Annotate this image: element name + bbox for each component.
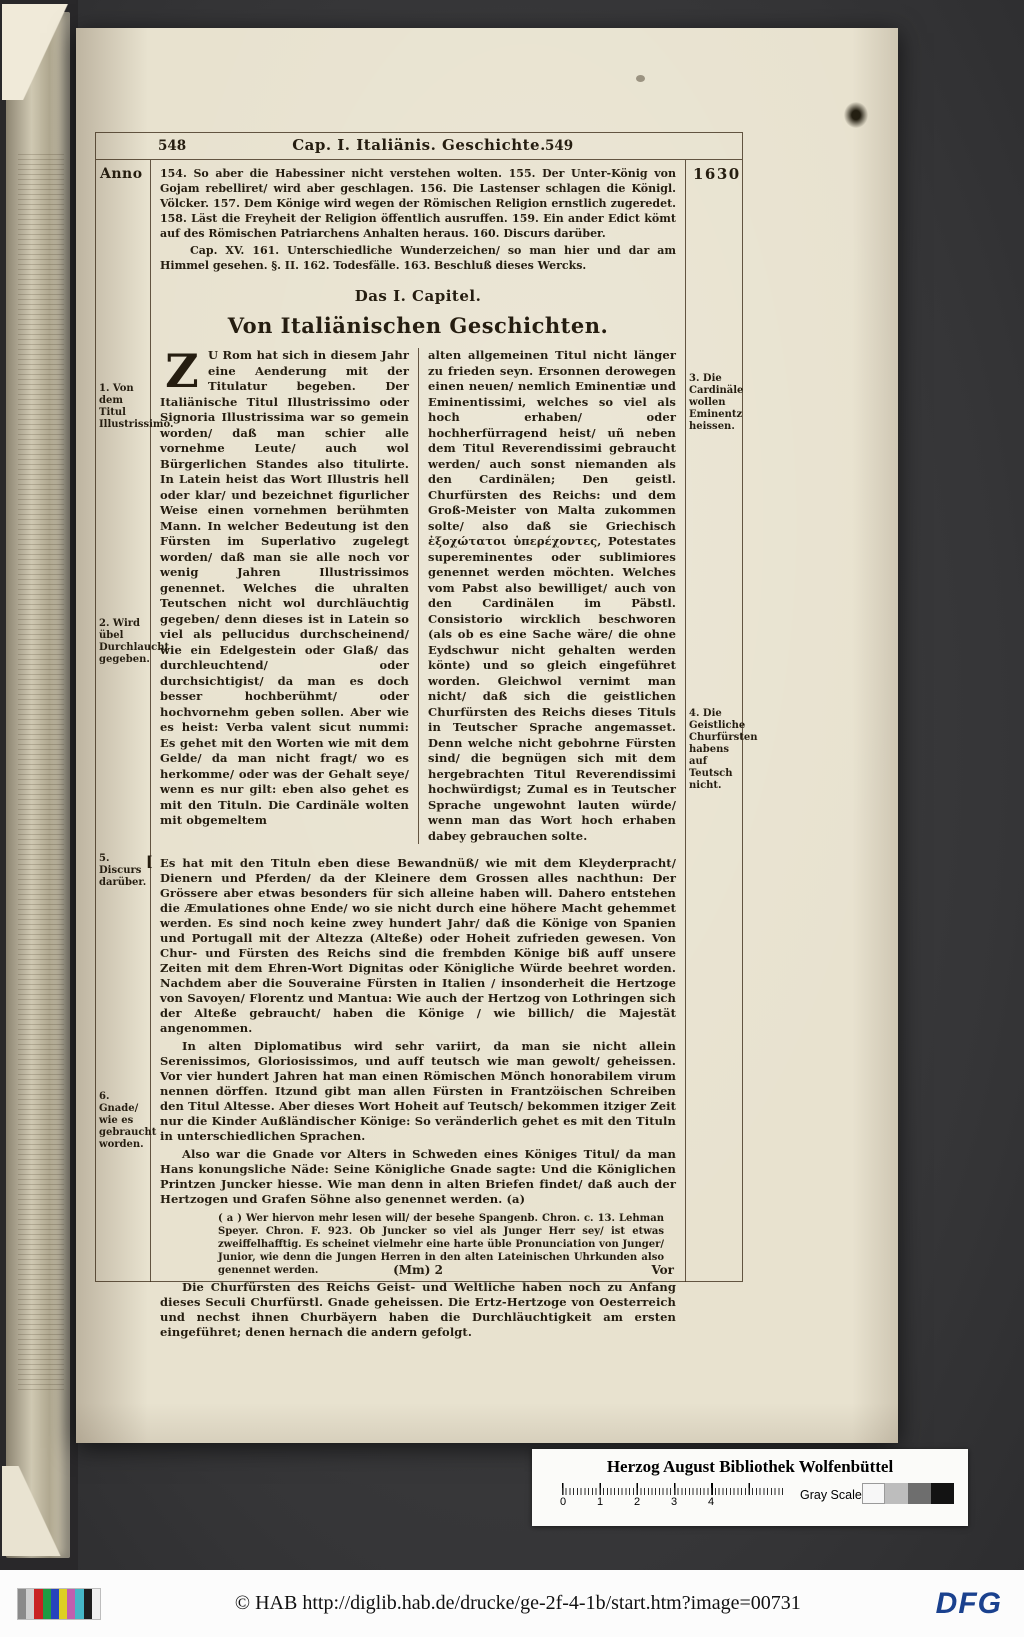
running-header [96,133,742,160]
color-stripe [84,1589,92,1619]
color-stripe [34,1589,42,1619]
main-text-column [146,160,685,1339]
book-page [76,28,898,1443]
ruler-number: 2 [633,1496,641,1508]
ruler-number: 3 [670,1496,678,1508]
catchword: Vor [651,1263,674,1277]
color-stripe [67,1589,75,1619]
library-label-card [532,1449,968,1526]
running-title: Cap. I. Italiänis. Geschichte. [292,136,546,154]
grayscale-patch [931,1483,954,1504]
section-paragraph-2: In alten Diplomatibus wird sehr variirt, da man sie nicht allein Serenissimos, Gloriosissimos, und auff teutsch wie man gewolt/ geheissen. Vor vier hundert Jahren hat man einen Römischen Mönch honorabilem virum nennen dörffen. Itzund gibt man allen Fürsten in Frantzöischen Schreiben den Titul Altesse. Aber dieses Wort Hoheit auf Teutsch/ bekommen itziger Zeit nur die Kinder Außländischer Könige: So veränderlich gehet es mit den Tituln in unterschiedlichen Sprachen. [160,1039,676,1143]
margin-note: 2. Wird übel Durchlaucht gegeben. [99,618,170,665]
margin-note: 1. Von dem Titul Illustrissimo. [99,383,174,430]
chapter-title: Von Italiänischen Geschichten. [227,313,609,338]
library-name: Herzog August Bibliothek Wolfenbüttel [606,1457,894,1476]
ruler-number: 0 [559,1496,567,1508]
fanned-pages-top [2,4,76,100]
grayscale-patch [862,1483,885,1504]
ruler-number: 1 [596,1496,604,1508]
signature-row [160,1263,676,1279]
section-paragraph-3: Also war die Gnade vor Alters in Schweden eines Königes Titul/ da man Hans konungsliche Näde: Seine Königliche Gnade sagte: Und die Königlichen Printzen Juncker hiesse. Wie man denn in alten Briefen findet/ daß auch der Hertzogen und Grafen Söhne also genennet werden. (a) [160,1147,676,1206]
closing-paragraph: Die Churfürsten des Reichs Geist- und Weltliche haben noch zu Anfang dieses Seculi Churfürstl. Gnade geheissen. Die Ertz-Hertzoge von Oesterreich und nechst ihnen Churbäyern haben die Durchläuchtigkeit am ersten eingeführet; denen hernach die andern gefolgt. [160,1280,676,1339]
calibration-row [532,1480,968,1516]
gathering-signature: (Mm) 2 [393,1263,443,1277]
cm-ruler [559,1483,786,1510]
color-stripe [18,1589,26,1619]
color-stripe [51,1589,59,1619]
grayscale-patch [908,1483,931,1504]
footnote: ( a ) Wer hiervon mehr lesen will/ der besehe Spangenb. Chron. c. 13. Lehman Speyer. Chron. F. 923. Ob Juncker so viel als Junger Herr sey/ ist etwas zweiffelhafftig. Es scheinet vielmehr eine harte üble Pronunciation von Junger/ Junior, wie denn die Jungen Herren in den alten Lateinischen Uhrkunden also genennet werden. [218,1213,664,1276]
margin-note: 3. Die Cardinäle wollen Eminentz heissen. [689,373,744,432]
ruler-numbers [559,1495,786,1510]
color-calibration-strip [18,1589,100,1619]
year-label: 1630 [693,165,741,183]
grayscale-patch [885,1483,908,1504]
gray-scale-label: Gray Scale [800,1488,862,1502]
left-margin-column [96,160,174,1282]
ink-stain [844,102,868,128]
left-text-column [160,344,418,844]
anno-label: Anno [100,166,143,182]
color-stripe [26,1589,34,1619]
index-summary-2: Cap. XV. 161. Unterschiedliche Wunderzeichen/ so man hier und dar am Himmel gesehen. §. II. 162. Todesfälle. 163. Beschluß dieses Wercks. [160,244,676,272]
index-summary-1: 154. So aber die Habessiner nicht verstehen wolten. 155. Der Unter-König von Gojam rebelliret/ wird aber geschlagen. 156. Die Lastenser schlagen die Königl. Völcker. 157. Dem Könige wird wegen der Römischen Religion ernstlich zugeredet. 158. Läst die Freyheit der Religion öffentlich ausruffen. 159. Ein ander Edict kömt auf des Römischen Patriarchens Anhalten heraus. 160. Discurs darüber. [160,167,676,240]
fanned-pages-bottom [2,1466,76,1556]
section-bracket: [ [146,854,153,870]
frame-body [96,160,758,1339]
paper-speck [636,75,645,82]
color-stripe [43,1589,51,1619]
section-paragraph-1: Es hat mit den Tituln eben diese Bewandnüß/ wie mit dem Kleyderpracht/ Dienern und Pferden/ da der Kleinere dem Grossen alles nachthun: Der Grössere aber etwas besonders für sich alleine haben will. Dahero entstehen die Æmulationes ohne Ende/ wo sie nicht durch eine höhere Macht gehemmet werden. Es sind noch keine zwey hundert Jahr/ daß die Könige von Spanien und Portugall mit der Altezza (Alteße) oder Hoheit zufrieden gewesen. Von Chur- und Fürsten des Reichs sind die frembden Könige biß auff unsere Zeiten mit dem Ehren-Wort Dignitas oder Königliche Würde beehret worden. Nachdem aber die Souveraine Fürsten in Italien / insonderheit die Hertzoge von Savoyen/ Florentz und Mantua: Wie auch der Hertzog von Lothringen sich der Alteße gebraucht/ haben die Könige / wie billich/ die Majestät angenommen. [160,856,676,1035]
margin-note: 4. Die Geistliche Churfürsten habens auf Teutsch nicht. [689,708,758,791]
right-margin-column [685,160,758,1282]
two-column-text [160,344,676,844]
footer-bar [0,1570,1024,1637]
margin-note: 5. Discurs darüber. [99,853,147,888]
right-text-column [418,348,676,844]
chapter-kicker: Das I. Capitel. [354,287,482,305]
dfg-logo: DFG [935,1586,1002,1620]
color-stripe [59,1589,67,1619]
book-edge [0,0,78,1570]
grayscale-patches [862,1483,954,1504]
showthrough-text-lines [18,150,64,1390]
margin-note: 6. Gnade/ wie es gebraucht worden. [99,1091,157,1150]
folio-right: 549 [545,138,574,154]
drop-cap-initial: Z [165,344,199,398]
ruler-ticks [562,1483,786,1495]
color-stripe [92,1589,100,1619]
copyright-text: © HAB http://diglib.hab.de/drucke/ge-2f-4-1b/start.htm?image=00731 [234,1592,801,1614]
color-stripe [75,1589,83,1619]
ruler-number: 4 [707,1496,715,1508]
folio-left: 548 [158,138,187,154]
printed-frame [95,132,758,1339]
left-column-text: U Rom hat sich in diesem Jahr eine Aenderung mit der Titulatur begeben. Der Italiänische Titul Illustrissimo oder Signoria Illustrissima war so gemein worden/ daß man schier alle vornehme Leute/ auch wol Bürgerlichen Standes also titulirte. In Latein heist das Wort Illustris hell oder klar/ und bezeichnet figurlicher Weise einen vornehmen berühmten Mann. In welcher Bedeutung ist den Fürsten im Superlativo zugelegt worden/ daß man sie alle noch vor wenig Jahren Illustrissimos genennet. Welches die uhralten Teutschen nicht wol durchläuchtig gegeben/ denn dieses ist in Latein so viel als pellucidus durchscheinend/ wie ein Edelgestein oder Glaß/ das durchleuchtend/ oder durchsichtigist/ da man es doch besser hochberühmt/ oder hochvornehm geben sollen. Aber wie es heist: Verba valent sicut nummi: Es gehet mit den Worten wie mit dem Gelde/ da man nicht fragt/ wo es herkomme/ oder was der Gehalt seye/ wenn es nur gilt: eben also gehet es mit den Tituln. Die Cardinäle wolten mit obgemeltem [160,348,409,827]
right-column-text: alten allgemeinen Titul nicht länger zu frieden seyn. Ersonnen derowegen einen neuen/ nemlich Eminentiæ und Eminentissimi, welches so viel als hoch erhaben/ oder hochherfürragend heist/ uñ neben dem Titul Reverendissimi gebraucht werden/ auch sonst niemanden als den Cardinälen; Den geistl. Churfürsten des Reichs: und dem Groß-Meister von Malta zukommen solte/ also daß sie Griechisch ἐξοχώτατοι ὑπερέχοντες, Potestates supereminentes oder sublimiores genennet werden möchten. Welches vom Pabst also bewilliget/ auch von den Cardinälen im Päbstl. Consistorio wircklich beschworen (als ob es eine Sache wäre/ die ohne Eydschwur nicht gehalten werden könte) und so gleich eingeführet worden. Gleichwol vernimt man nicht/ daß sich die geistlichen Churfürsten des Reichs dieses Tituls in Teutscher Sprache angemasset. Denn welche nicht gebohrne Fürsten sind/ die begnügen sich mit dem hergebrachten Titul Reverendissimi hochwürdigst; Zumal es in Teutscher Sprache ungewohnt lauten würde/ wenn man das Wort hoch erhaben dabey gebrauchen solte. [428,348,676,843]
